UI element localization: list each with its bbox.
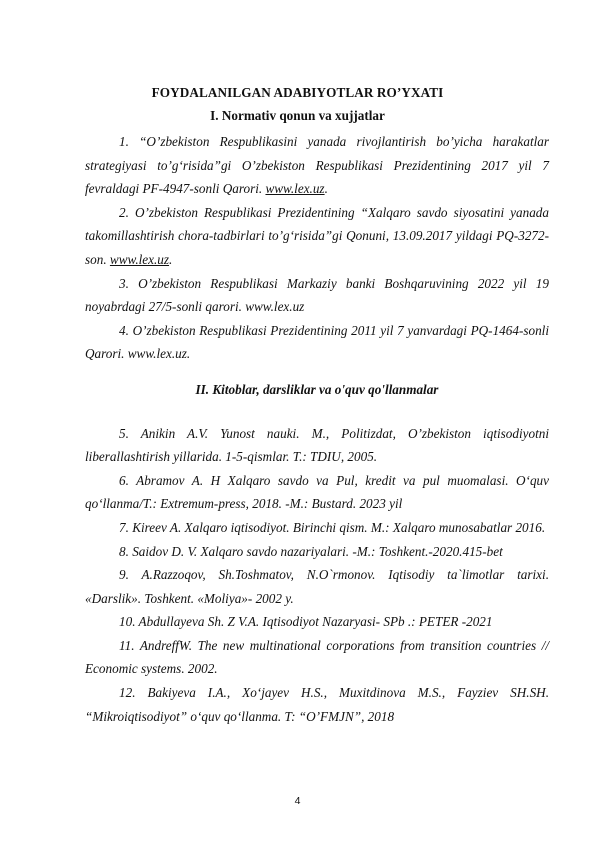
reference-item: 9. A.Razzoqov, Sh.Toshmatov, N.O`rmonov. Iqtisodiy ta`limotlar tarixi. «Darslik». Toshkent. «Moliya»- 2002 y. [85,567,549,606]
reference-item: 10. Abdullayeva Sh. Z V.A. Iqtisodiyot Nazaryasi- SPb .: PETER -2021 [119,614,493,630]
reference-item: 6. Abramov A. H Xalqaro savdo va Pul, kredit va pul muomalasi. O‘quv qo‘llanma/T.: Extremum-press, 2018. -M.: Bustard. 2023 yil [85,472,549,512]
reference-item: 8. Saidov D. V. Xalqaro savdo nazariyalari. -M.: Toshkent.-2020.415-bet [119,543,503,559]
section-heading-books: II. Kitoblar, darsliklar va o'quv qo'llanmalar [195,381,439,397]
reference-item [85,201,549,272]
section-heading-normative: I. Normativ qonun va xujjatlar [210,108,385,123]
page-number: 4 [294,795,301,807]
reference-text: 2. O’zbekiston Respublikasi Prezidentining “Xalqaro savdo siyosatini yanada takomillashtirish chora-tadbirlari to’g‘risida”gi Qonuni, 13.09.2017 yildagi PQ-3272-son. [85,204,549,267]
reference-item: 12. Bakiyeva I.A., Xo‘jayev H.S., Muxitdinova M.S., Fayziev SH.SH. “Mikroiqtisodiyot” o‘quv qo‘llanma. T: “O’FMJN”, 2018 [85,685,549,724]
reference-item: 7. Kireev A. Xalqaro iqtisodiyot. Birinchi qism. M.: Xalqaro munosabatlar 2016. [119,519,546,535]
reference-item: 4. O’zbekiston Respublikasi Prezidentining 2011 yil 7 yanvardagi PQ-1464-sonli Qarori. www.lex.uz. [85,322,549,362]
reference-item [85,130,549,201]
reference-tail: . [324,181,328,197]
reference-tail: . [169,251,173,267]
reference-link[interactable]: www.lex.uz [109,251,170,267]
page-title: FOYDALANILGAN ADABIYOTLAR RO’YXATI [151,85,444,100]
reference-text: 1. “O’zbekiston Respublikasini yanada rivojlantirish bo’yicha harakatlar strategiyasi to’g‘risida”gi O’zbekiston Respublikasi Prezidentining 2017 yil 7 fevraldagi PF-4947-sonli Qarori. [85,134,549,197]
reference-link[interactable]: www.lex.uz [265,181,325,197]
reference-list [85,130,549,728]
reference-item: 11. AndreffW. The new multinational corporations from transition countries // Economic systems. 2002. [85,637,549,677]
reference-item: 5. Anikin A.V. Yunost nauki. M., Politizdat, O’zbekiston iqtisodiyotni liberallashtirish yillarida. 1-5-qismlar. T.: TDIU, 2005. [85,425,549,465]
reference-item: 3. O’zbekiston Respublikasi Markaziy banki Boshqaruvining 2022 yil 19 noyabrdagi 27/5-sonli qarori. www.lex.uz [85,275,549,315]
